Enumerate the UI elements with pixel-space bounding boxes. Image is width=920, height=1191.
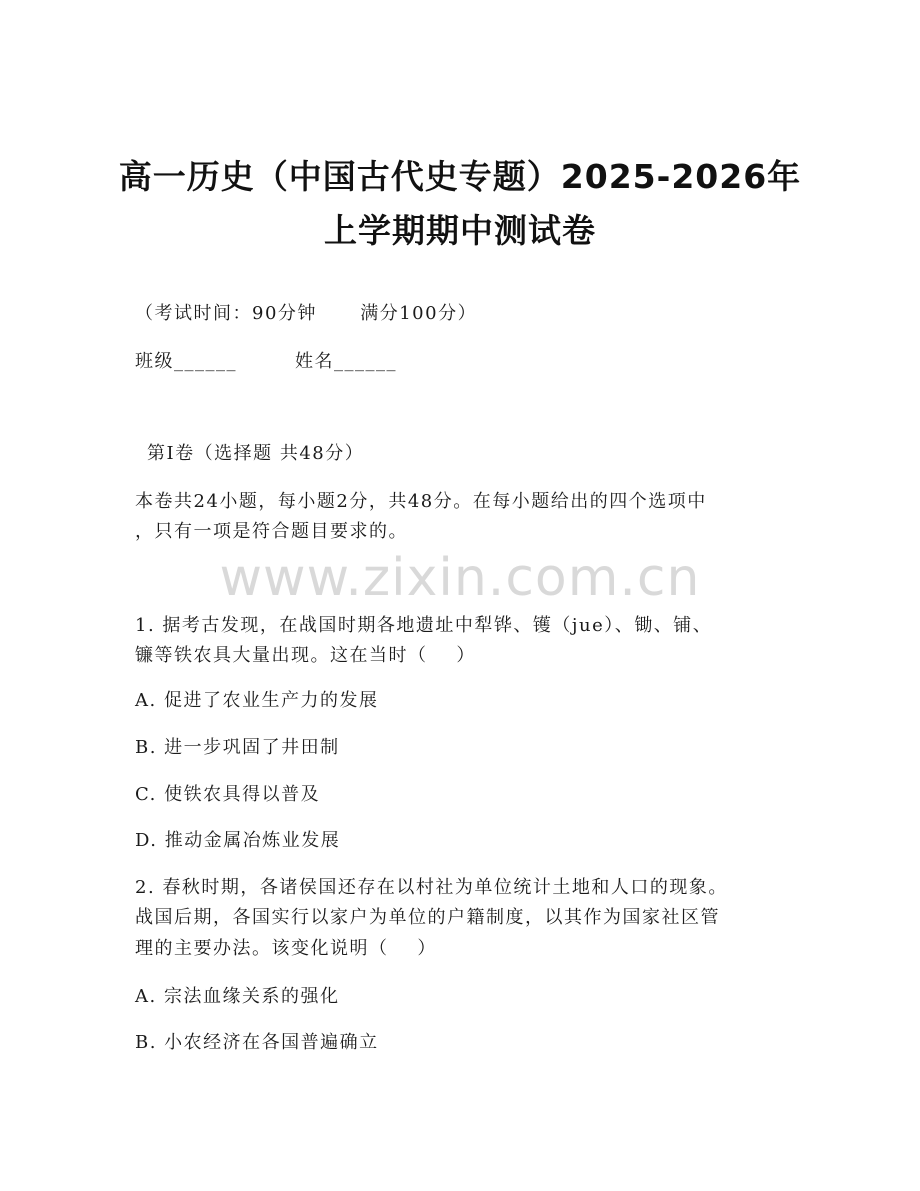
instructions-line1: 本卷共24小题，每小题2分，共48分。在每小题给出的四个选项中 (135, 491, 707, 512)
question-1-option-b: B. 进一步巩固了井田制 (135, 737, 340, 758)
question-1-option-a: A. 促进了农业生产力的发展 (135, 690, 379, 711)
exam-title-line2: 上学期期中测试卷 (324, 211, 596, 250)
class-field-label: 班级______ (135, 351, 237, 372)
question-2-stem-line2: 战国后期，各国实行以家户为单位的户籍制度，以其作为国家社区管 (135, 907, 720, 928)
exam-title-line1: 高一历史（中国古代史专题）2025-2026年 (118, 157, 802, 196)
question-2-option-a: A. 宗法血缘关系的强化 (135, 986, 340, 1007)
instructions-line2: ，只有一项是符合题目要求的。 (135, 521, 408, 542)
name-field-label: 姓名______ (295, 351, 397, 372)
section-title: 第Ⅰ卷（选择题 共48分） (147, 443, 365, 464)
question-1-option-c: C. 使铁农具得以普及 (135, 784, 321, 805)
question-1-stem-line1: 1. 据考古发现，在战国时期各地遗址中犁铧、镬（jue）、锄、铺、 (135, 615, 713, 636)
exam-info: （考试时间：90分钟 满分100分） (135, 303, 478, 324)
question-1-option-d: D. 推动金属冶炼业发展 (135, 830, 341, 851)
question-1-stem-line2: 镰等铁农具大量出现。这在当时（ ） (135, 645, 476, 666)
question-2-option-b: B. 小农经济在各国普遍确立 (135, 1032, 379, 1053)
question-2-stem-line1: 2. 春秋时期，各诸侯国还存在以村社为单位统计土地和人口的现象。 (135, 877, 728, 898)
watermark: www.zixin.com.cn (219, 548, 701, 608)
question-2-stem-line3: 理的主要办法。该变化说明（ ） (135, 938, 437, 959)
